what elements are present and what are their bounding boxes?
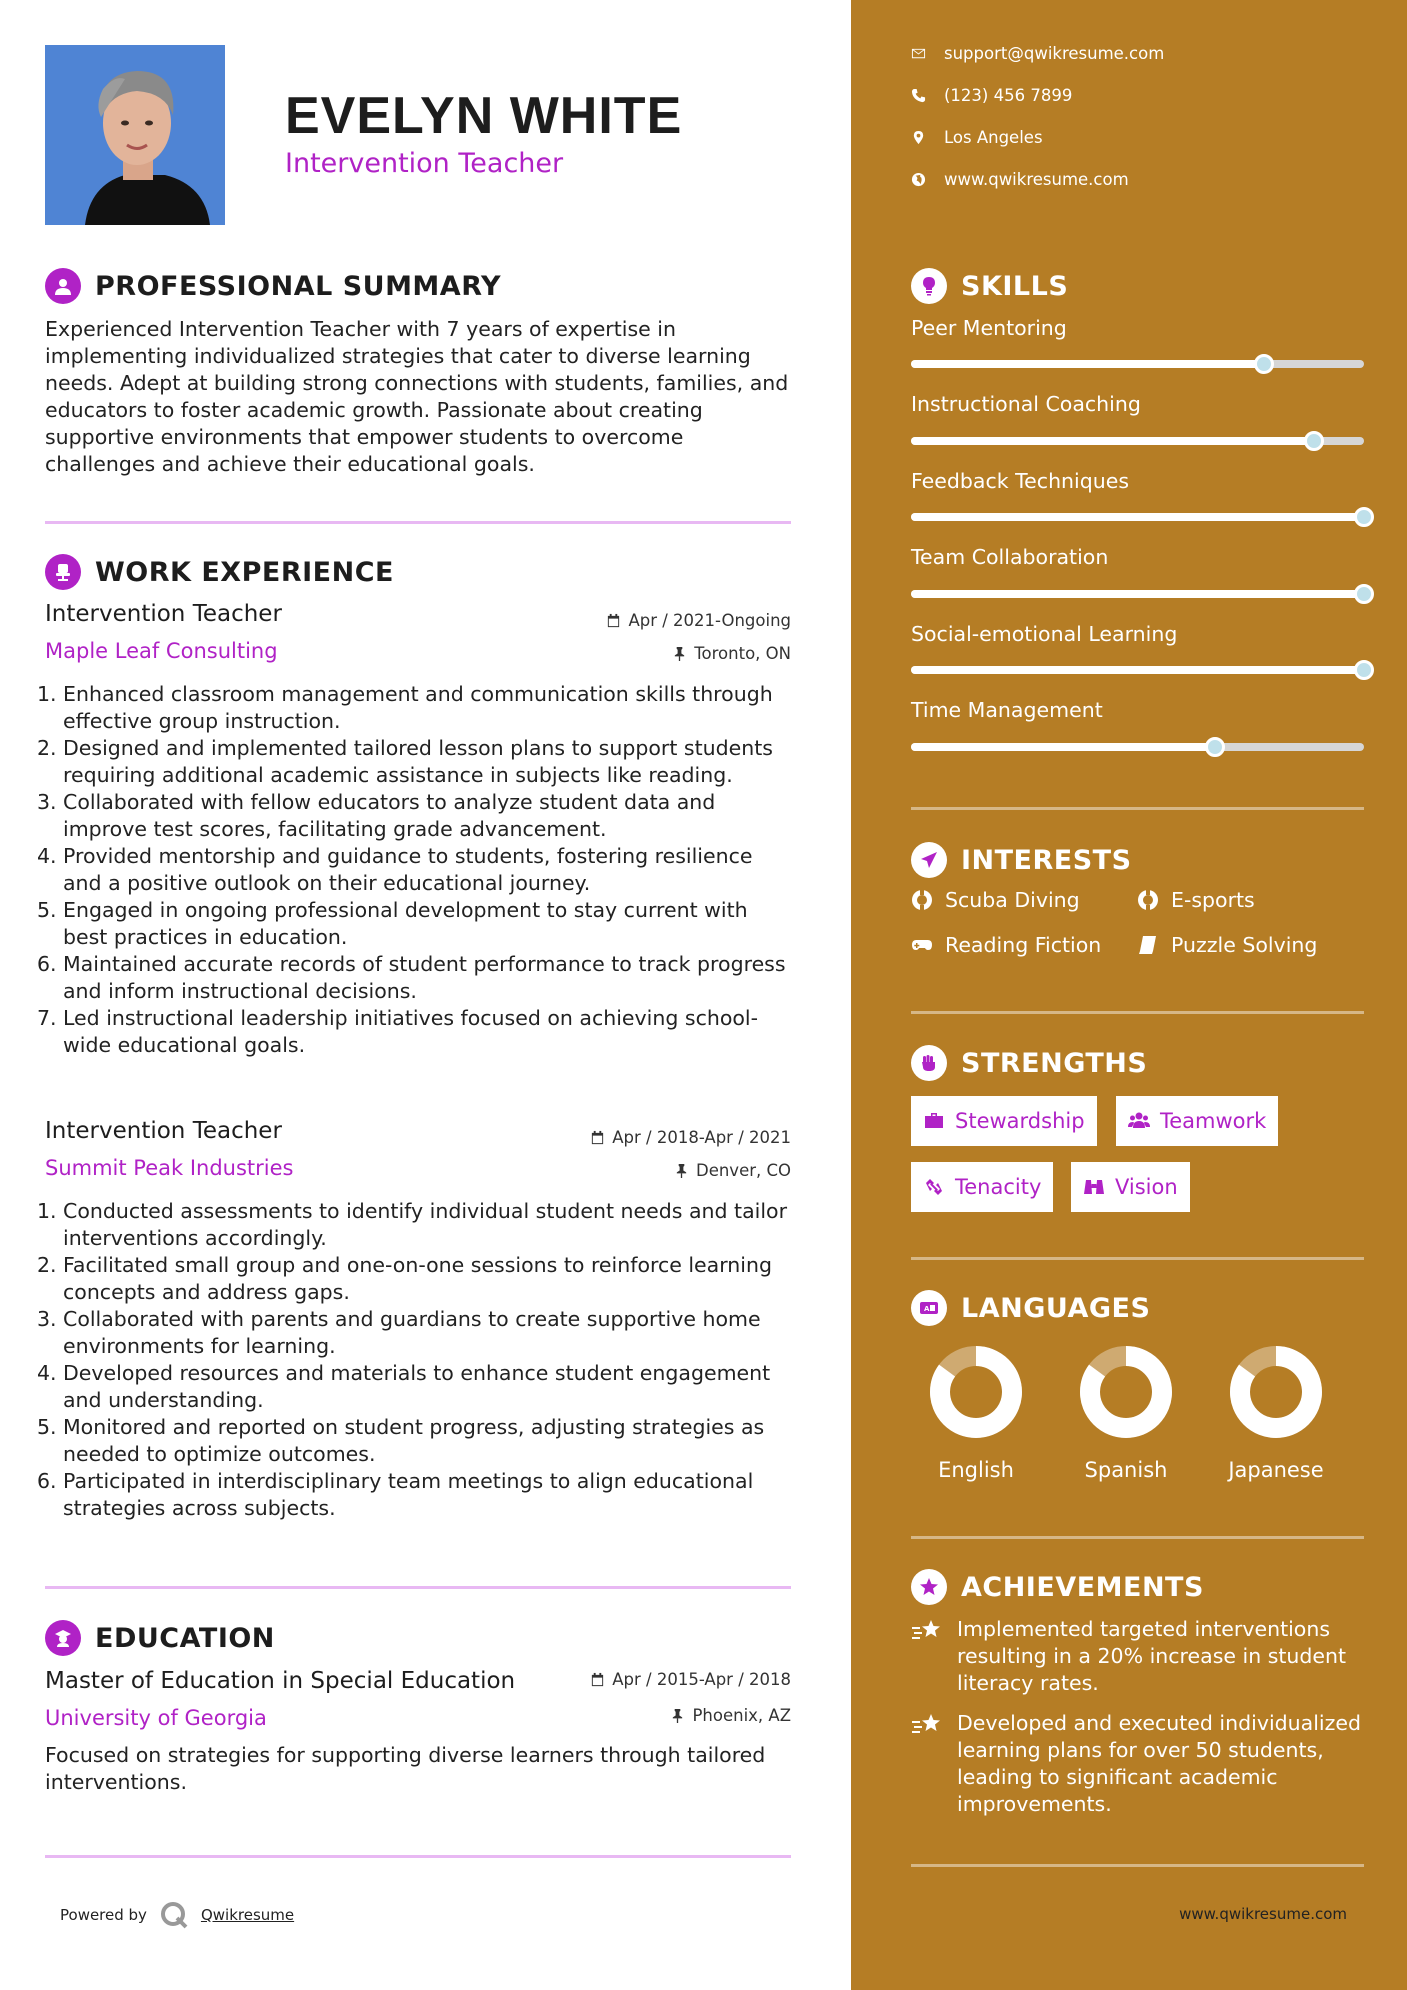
list-item: 2. Designed and implemented tailored lesson plans to support students requiring additional academic assistance in subjects like reading. bbox=[37, 736, 773, 787]
calendar-icon bbox=[590, 1130, 605, 1145]
job-title: Intervention Teacher bbox=[45, 601, 282, 627]
divider bbox=[45, 1586, 791, 1589]
star-icon bbox=[911, 1569, 947, 1605]
skill-label: Instructional Coaching bbox=[911, 392, 1141, 416]
language-donut bbox=[1078, 1344, 1174, 1440]
graduation-icon bbox=[45, 1620, 81, 1656]
language-item bbox=[911, 1344, 1041, 1482]
list-item: 5. Monitored and reported on student progress, adjusting strategies as needed to optimize outcomes. bbox=[37, 1415, 765, 1466]
candidate-name: EVELYN WHITE bbox=[285, 87, 683, 145]
achievement-item: Developed and executed individualized learning plans for over 50 students, leading to significant academic improvements. bbox=[911, 1710, 1371, 1818]
skill-bar-fill bbox=[911, 360, 1264, 368]
list-item: 4. Provided mentorship and guidance to students, fostering resilience and a positive outlook on their educational journey. bbox=[37, 844, 753, 895]
skill-bar-knob bbox=[1205, 737, 1225, 757]
skill-bar-fill bbox=[911, 666, 1364, 674]
list-item: 1. Conducted assessments to identify individual student needs and tailor interventions accordingly. bbox=[37, 1199, 788, 1250]
interest-item: Scuba Diving bbox=[911, 888, 1080, 912]
divider bbox=[911, 1536, 1364, 1539]
skill-bar-knob bbox=[1354, 584, 1374, 604]
gamepad-icon bbox=[911, 934, 933, 956]
binoculars-icon bbox=[1083, 1176, 1105, 1198]
skill-label: Time Management bbox=[911, 698, 1103, 722]
briefcase-icon bbox=[923, 1110, 945, 1132]
skill-bar bbox=[911, 360, 1364, 368]
footer-powered: Powered by Qwikresume bbox=[60, 1900, 294, 1930]
list-item: 2. Facilitated small group and one-on-one sessions to reinforce learning concepts and address gaps. bbox=[37, 1253, 772, 1304]
job-location: Toronto, ON bbox=[672, 644, 791, 663]
shooting-star-icon bbox=[911, 1618, 943, 1644]
experience-heading: WORK EXPERIENCE bbox=[45, 554, 394, 590]
language-label: English bbox=[938, 1458, 1014, 1482]
skill-label: Social-emotional Learning bbox=[911, 622, 1178, 646]
skill-bar-fill bbox=[911, 590, 1364, 598]
contact-location: Los Angeles bbox=[911, 128, 1043, 147]
interest-item: Puzzle Solving bbox=[1137, 933, 1317, 957]
language-donut bbox=[1228, 1344, 1324, 1440]
skills-heading: SKILLS bbox=[911, 268, 1068, 304]
book-icon bbox=[1137, 934, 1159, 956]
list-item: 6. Maintained accurate records of student performance to track progress and inform instructional decisions. bbox=[37, 952, 786, 1003]
skill-label: Feedback Techniques bbox=[911, 469, 1130, 493]
calendar-icon bbox=[606, 613, 621, 628]
language-label: Japanese bbox=[1228, 1458, 1324, 1482]
pin-icon bbox=[672, 646, 687, 661]
list-item: 7. Led instructional leadership initiatives focused on achieving school-wide educational goals. bbox=[37, 1006, 759, 1057]
profile-photo bbox=[45, 45, 225, 225]
strength-badge: Stewardship bbox=[911, 1096, 1097, 1146]
pin-icon bbox=[670, 1708, 685, 1723]
user-icon bbox=[45, 268, 81, 304]
interest-item: Reading Fiction bbox=[911, 933, 1101, 957]
skill-bar-knob bbox=[1254, 354, 1274, 374]
strength-badge: Teamwork bbox=[1116, 1096, 1278, 1146]
skill-bar-knob bbox=[1304, 431, 1324, 451]
skill-label: Peer Mentoring bbox=[911, 316, 1067, 340]
degree-title: Master of Education in Special Education bbox=[45, 1668, 516, 1694]
summary-text: Experienced Intervention Teacher with 7 years of expertise in implementing individualized strategies that cater to diverse learning needs. Adept at building strong connections with students, families, and educators to foster academic growth. Passionate about creating supportive environments that empower students to overcome challenges and achieve their educational goals. bbox=[45, 317, 789, 476]
interests-heading: INTERESTS bbox=[911, 842, 1132, 878]
skill-bar-fill bbox=[911, 437, 1314, 445]
divider bbox=[911, 807, 1364, 810]
skill-bar-fill bbox=[911, 743, 1215, 751]
language-item bbox=[1211, 1344, 1341, 1482]
job-company: Summit Peak Industries bbox=[45, 1156, 294, 1180]
candidate-role: Intervention Teacher bbox=[285, 148, 564, 179]
list-item: 6. Participated in interdisciplinary team meetings to align educational strategies across subjects. bbox=[37, 1469, 754, 1520]
language-donut bbox=[928, 1344, 1024, 1440]
envelope-icon bbox=[911, 46, 926, 61]
education-date: Apr / 2015-Apr / 2018 bbox=[590, 1670, 791, 1689]
skill-bar-fill bbox=[911, 513, 1364, 521]
contact-website[interactable]: www.qwikresume.com bbox=[911, 170, 1129, 189]
skill-bar-knob bbox=[1354, 507, 1374, 527]
job-date: Apr / 2018-Apr / 2021 bbox=[590, 1128, 791, 1147]
skill-bar bbox=[911, 513, 1364, 521]
lifebuoy-icon bbox=[1137, 889, 1159, 911]
list-item: 5. Engaged in ongoing professional development to stay current with best practices in education. bbox=[37, 898, 748, 949]
footer-site-link[interactable]: www.qwikresume.com bbox=[1179, 1905, 1347, 1923]
summary-heading: PROFESSIONAL SUMMARY bbox=[45, 268, 501, 304]
list-item: 4. Developed resources and materials to enhance student engagement and understanding. bbox=[37, 1361, 771, 1412]
paper-plane-icon bbox=[911, 842, 947, 878]
strength-badge: Vision bbox=[1071, 1162, 1190, 1212]
education-text: Focused on strategies for supporting diverse learners through tailored interventions. bbox=[45, 1743, 766, 1794]
phone-icon bbox=[911, 88, 926, 103]
strengths-heading: STRENGTHS bbox=[911, 1045, 1147, 1081]
education-heading: EDUCATION bbox=[45, 1620, 275, 1656]
map-marker-icon bbox=[911, 130, 926, 145]
contact-phone[interactable]: (123) 456 7899 bbox=[911, 86, 1072, 105]
skill-bar bbox=[911, 666, 1364, 674]
chair-icon bbox=[45, 554, 81, 590]
globe-icon bbox=[911, 172, 926, 187]
job-location: Denver, CO bbox=[674, 1161, 791, 1180]
svg-text:A: A bbox=[924, 1305, 930, 1313]
contact-email[interactable]: support@qwikresume.com bbox=[911, 44, 1164, 63]
qwikresume-logo-icon bbox=[159, 1900, 189, 1930]
list-item: 3. Collaborated with parents and guardians to create supportive home environments for learning. bbox=[37, 1307, 761, 1358]
education-location: Phoenix, AZ bbox=[670, 1706, 791, 1725]
divider bbox=[911, 1011, 1364, 1014]
language-item bbox=[1061, 1344, 1191, 1482]
list-item: 3. Collaborated with fellow educators to analyze student data and improve test scores, facilitating grade advancement. bbox=[37, 790, 716, 841]
skill-bar-knob bbox=[1354, 660, 1374, 680]
divider bbox=[45, 1855, 791, 1858]
translate-icon bbox=[911, 1290, 947, 1326]
lifebuoy-icon bbox=[911, 889, 933, 911]
divider bbox=[45, 521, 791, 524]
shooting-star-icon bbox=[911, 1712, 943, 1738]
fist-icon bbox=[911, 1045, 947, 1081]
job-bullets bbox=[37, 681, 795, 1059]
users-icon bbox=[1128, 1110, 1150, 1132]
divider bbox=[911, 1864, 1364, 1867]
skill-bar bbox=[911, 437, 1364, 445]
job-title: Intervention Teacher bbox=[45, 1118, 282, 1144]
link-icon bbox=[923, 1176, 945, 1198]
job-company: Maple Leaf Consulting bbox=[45, 639, 278, 663]
language-label: Spanish bbox=[1084, 1458, 1168, 1482]
languages-heading: A LANGUAGES bbox=[911, 1290, 1150, 1326]
calendar-icon bbox=[590, 1672, 605, 1687]
lightbulb-icon bbox=[911, 268, 947, 304]
achievements-heading: ACHIEVEMENTS bbox=[911, 1569, 1204, 1605]
divider bbox=[911, 1257, 1364, 1260]
strength-badge: Tenacity bbox=[911, 1162, 1053, 1212]
qwikresume-link[interactable]: Qwikresume bbox=[200, 1906, 295, 1924]
interest-item: E-sports bbox=[1137, 888, 1255, 912]
school-name: University of Georgia bbox=[45, 1706, 267, 1730]
sidebar bbox=[851, 0, 1407, 1990]
pin-icon bbox=[674, 1163, 689, 1178]
job-date: Apr / 2021-Ongoing bbox=[606, 611, 791, 630]
job-bullets bbox=[37, 1198, 795, 1522]
achievement-item: Implemented targeted interventions resulting in a 20% increase in student literacy rates. bbox=[911, 1616, 1371, 1697]
skill-bar bbox=[911, 590, 1364, 598]
skill-label: Team Collaboration bbox=[911, 545, 1109, 569]
list-item: 1. Enhanced classroom management and communication skills through effective group instruction. bbox=[37, 682, 773, 733]
skill-bar bbox=[911, 743, 1364, 751]
